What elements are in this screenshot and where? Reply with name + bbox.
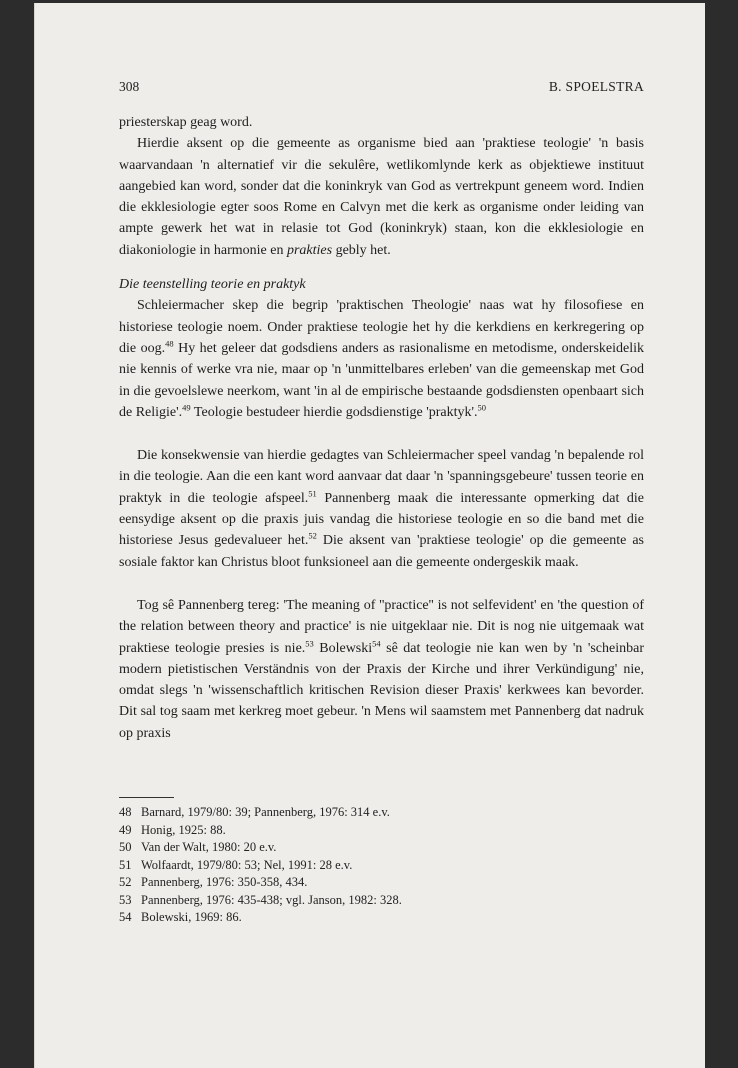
footnote — [119, 857, 644, 875]
footnote — [119, 892, 644, 910]
footnote-ref-51[interactable]: 51 — [308, 488, 317, 499]
footnote-text: Pannenberg, 1976: 350-358, 434. — [141, 875, 308, 889]
footnote-text: Bolewski, 1969: 86. — [141, 910, 242, 924]
footnote-ref-53[interactable]: 53 — [305, 637, 314, 648]
footnote-number: 53 — [119, 892, 132, 907]
footnote — [119, 839, 644, 857]
paragraph-konsekwensie — [119, 445, 644, 573]
body-text — [119, 112, 644, 744]
paragraph-continuation: priesterskap geag word. — [119, 115, 253, 130]
footnote-ref-52[interactable]: 52 — [308, 530, 317, 541]
text-run: sê dat teologie nie kan wen by 'n 'scheinbar modern pietistischen Verständnis von der Praxis der Kirche und ihrer Verkündigung' nie, omdat slegs 'n 'wissenschaftlich kritischen Revision dieser Praxis' kerkwees kan bevorder. Dit sal tog saam met kerkreg moet gebeur. 'n Mens wil saamstem met Pannenberg dat nadruk op praxis — [119, 640, 644, 741]
footnote-ref-49[interactable]: 49 — [182, 402, 191, 413]
text-run: Teologie bestudeer hierdie godsdienstige 'praktyk'. — [190, 404, 478, 420]
text-run: gebly het. — [332, 242, 391, 258]
footnote-number: 52 — [119, 875, 132, 889]
footnotes — [119, 804, 644, 927]
page-number: 308 — [119, 79, 140, 94]
running-head-author: B. SPOELSTRA — [548, 79, 644, 94]
footnote-number: 54 — [119, 910, 132, 924]
paragraph-pannenberg — [119, 595, 644, 744]
footnote-number: 48 — [119, 805, 132, 819]
footnote-text: Van der Walt, 1980: 20 e.v. — [141, 840, 277, 854]
footnote-text: Pannenberg, 1976: 435-438; vgl. Janson, 1982: 328. — [141, 892, 402, 907]
text-run: Die konsekwensie van hierdie gedagtes van Schleiermacher speel vandag 'n bepalende rol in die teologie. Aan die een kant word aanvaar dat daar 'n 'spanningsgebeure' tussen teorie en praktyk in die teologie afspeel. — [119, 448, 644, 506]
text-run: Pannenberg maak die interessante opmerking dat die eensydige aksent op die praxis juis vandag die historiese teologie en so die band met die historiese Jesus gedevalueer het. — [119, 490, 645, 549]
text-run: Schleiermacher skep die begrip 'praktischen Theologie' naas wat hy filosofiese en historiese teologie noem. Onder praktiese teologie het hy die kerkdiens en kerkregering op die oog. — [119, 298, 644, 356]
footnote-separator — [119, 797, 174, 798]
footnote-number: 50 — [119, 840, 132, 854]
text-run: Die aksent van 'praktiese teologie' op die gemeente as sosiale faktor kan Christus bloot funksioneel aan die gemeente ondergeskik maak. — [119, 533, 644, 570]
emphasis-prakties: prakties — [286, 242, 333, 258]
text-run: Bolewski — [313, 640, 373, 656]
paragraph-organisme — [119, 133, 644, 261]
footnote-ref-54[interactable]: 54 — [372, 637, 381, 648]
footnote — [119, 822, 644, 840]
footnote-number: 51 — [119, 857, 132, 872]
footnote-ref-48[interactable]: 48 — [165, 338, 174, 349]
text-run: Hierdie aksent op die gemeente as organisme bied aan 'praktiese teologie' 'n basis waarvandaan 'n alternatief vir die sekulêre, wetlikomlynde kerk as objektiewe instituut aangebied kan word, sonder dat die koninkryk van God as vertrekpunt geneem word. Indien die ekklesiologie egter soos Rome en Calvyn met die kerk as organisme onder leiding van ampte gewerk het wat in relasie tot God (koninkryk) staan, kon die ekklesiologie en diakoniologie in harmonie en — [119, 136, 644, 258]
footnote — [119, 804, 644, 822]
footnote-text: Wolfaardt, 1979/80: 53; Nel, 1991: 28 e.v. — [141, 857, 353, 872]
footnote — [119, 909, 644, 927]
footnote-ref-50[interactable]: 50 — [477, 402, 487, 413]
footnote — [119, 874, 644, 892]
footnote-number: 49 — [119, 822, 132, 837]
text-run: Hy het geleer dat godsdiens anders as rasionalisme en metodisme, onderskeidelik nie kennis of werke vra nie, maar op 'n 'unmittelbares erleben' van die gemeenskap met God in die gevoelslewe neerkom, want 'in al de empirische bestaande godsdiensten openbaart sich de Religie'. — [119, 340, 644, 420]
text-run: Tog sê Pannenberg tereg: 'The meaning of ''practice'' is not selfevident' en 'the question of the relation between theory and practice' is nie uitgeklaar nie. Dit is nog nie uitgemaak wat praktiese teologie presies is nie. — [119, 597, 644, 656]
section-heading: Die teenstelling teorie en praktyk — [119, 277, 306, 293]
paragraph-schleiermacher — [119, 295, 644, 423]
footnote-text: Honig, 1925: 88. — [141, 822, 226, 837]
footnote-text: Barnard, 1979/80: 39; Pannenberg, 1976: 314 e.v. — [141, 805, 390, 819]
document-page — [34, 3, 705, 1068]
